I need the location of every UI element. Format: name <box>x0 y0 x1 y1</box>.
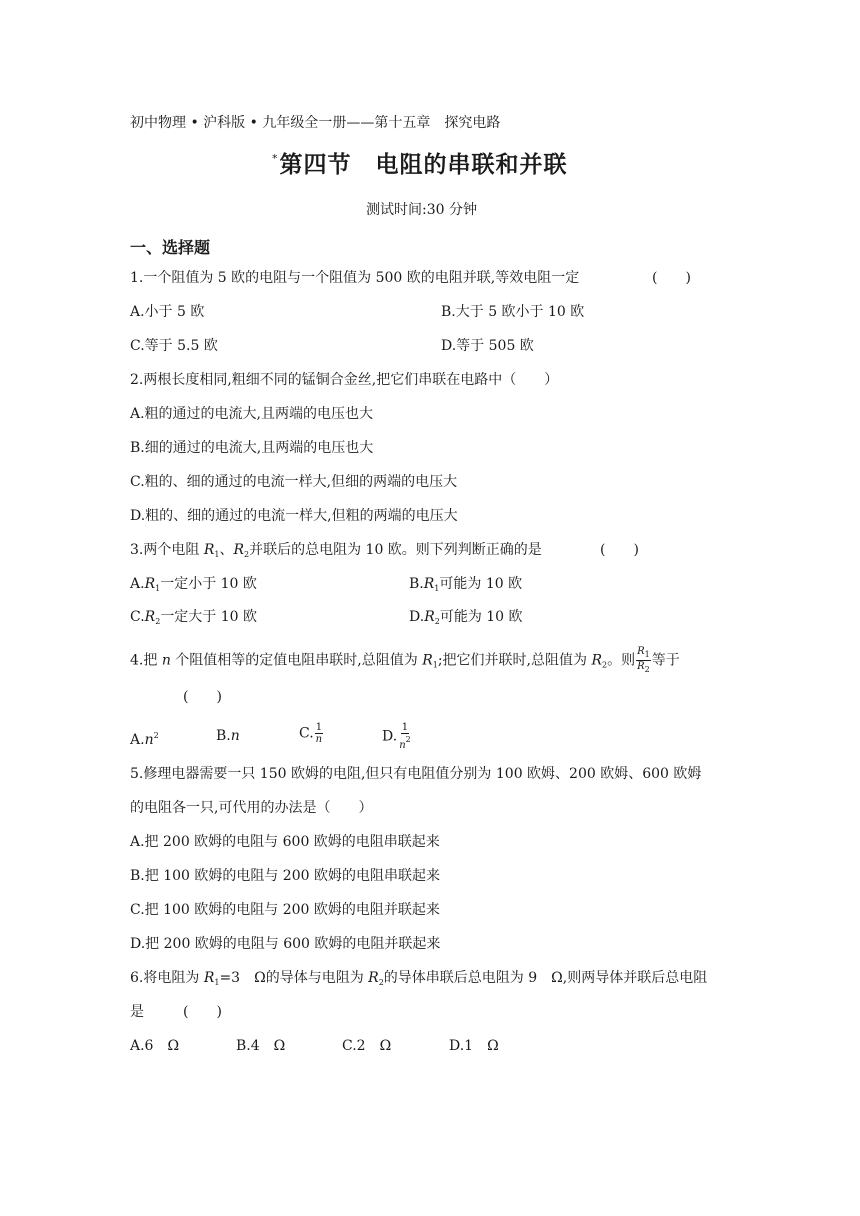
q2-option-a: A.粗的通过的电流大,且两端的电压也大 <box>130 406 374 422</box>
q6-option-c: C.2 Ω <box>342 1038 392 1054</box>
q6-answer-paren: ( ) <box>183 1004 222 1020</box>
q1-option-d: D.等于 505 欧 <box>441 338 534 354</box>
q1-answer-paren: ( ) <box>652 270 691 286</box>
q4-option-b: B.n <box>216 728 240 744</box>
page-header: 初中物理 • 沪科版 • 九年级全一册——第十五章 探究电路 <box>130 115 501 131</box>
q2-option-b: B.细的通过的电流大,且两端的电压也大 <box>130 440 374 456</box>
section-heading: 一、选择题 <box>130 238 211 257</box>
q3-stem: 3.两个电阻 $R_1$、$R_2$并联后的总电阻为 10 欧。则下列判断正确的是 <box>130 542 542 559</box>
q5-stem-line2: 的电阻各一只,可代用的办法是（ ） <box>130 800 373 816</box>
q6-option-d: D.1 Ω <box>449 1038 499 1054</box>
q1-option-c: C.等于 5.5 欧 <box>130 338 218 354</box>
page-title <box>272 146 568 179</box>
q4-option-a: $A.n^2$ <box>130 731 159 748</box>
title-text: 第四节 电阻的串联和并联 <box>279 152 568 178</box>
q1-option-a: A.小于 5 欧 <box>130 304 205 320</box>
q4-stem: 4.把 n 个阻值相等的定值电阻串联时,总阻值为 $R_1$;把它们并联时,总阻值为 $R_2$。则 $\frac{R_1}{R_2}$ 等于 <box>130 646 680 674</box>
q3-option-c: $C.R_2$一定大于 10 欧 <box>130 609 258 626</box>
q3-option-a: $A.R_1$一定小于 10 欧 <box>130 576 257 593</box>
q1-option-b: B.大于 5 欧小于 10 欧 <box>441 304 585 320</box>
q2-option-c: C.粗的、细的通过的电流一样大,但细的两端的电压大 <box>130 474 458 490</box>
q5-option-b: B.把 100 欧姆的电阻与 200 欧姆的电阻串联起来 <box>130 868 440 884</box>
q4-ratio-fraction: $\frac{R_1}{R_2}$ <box>637 646 650 674</box>
q5-option-c: C.把 100 欧姆的电阻与 200 欧姆的电阻并联起来 <box>130 902 440 918</box>
q6-option-a: A.6 Ω <box>130 1038 180 1054</box>
test-time: 测试时间:30 分钟 <box>366 202 477 218</box>
q4-option-d: D. $\frac{1}{n^2}$ <box>382 722 411 751</box>
q4-answer-paren: ( ) <box>183 689 222 705</box>
q1-stem: 1.一个阻值为 5 欧的电阻与一个阻值为 500 欧的电阻并联,等效电阻一定 <box>130 270 580 286</box>
q5-option-a: A.把 200 欧姆的电阻与 600 欧姆的电阻串联起来 <box>130 834 440 850</box>
q6-option-b: B.4 Ω <box>236 1038 286 1054</box>
q2-stem: 2.两根长度相同,粗细不同的锰铜合金丝,把它们串联在电路中（ ） <box>130 372 559 388</box>
q6-stem-line2: 是 <box>130 1004 144 1020</box>
q5-stem-line1: 5.修理电器需要一只 150 欧姆的电阻,但只有电阻值分别为 100 欧姆、200 欧姆、600 欧姆 <box>130 766 702 782</box>
q6-stem: 6.将电阻为 $R_1=3$ Ω的导体与电阻为 $R_2$的导体串联后总电阻为 9 Ω,则两导体并联后总电阻 <box>130 970 708 987</box>
q4-option-c: C. $\frac{1}{n}$ <box>299 722 323 745</box>
q3-option-d: $D.R_2$可能为 10 欧 <box>409 609 523 626</box>
q5-option-d: D.把 200 欧姆的电阻与 600 欧姆的电阻并联起来 <box>130 936 441 952</box>
title-mark: * <box>272 152 279 165</box>
q2-option-d: D.粗的、细的通过的电流一样大,但粗的两端的电压大 <box>130 508 458 524</box>
q3-option-b: $B.R_1$可能为 10 欧 <box>409 576 523 593</box>
q3-answer-paren: ( ) <box>600 542 639 558</box>
